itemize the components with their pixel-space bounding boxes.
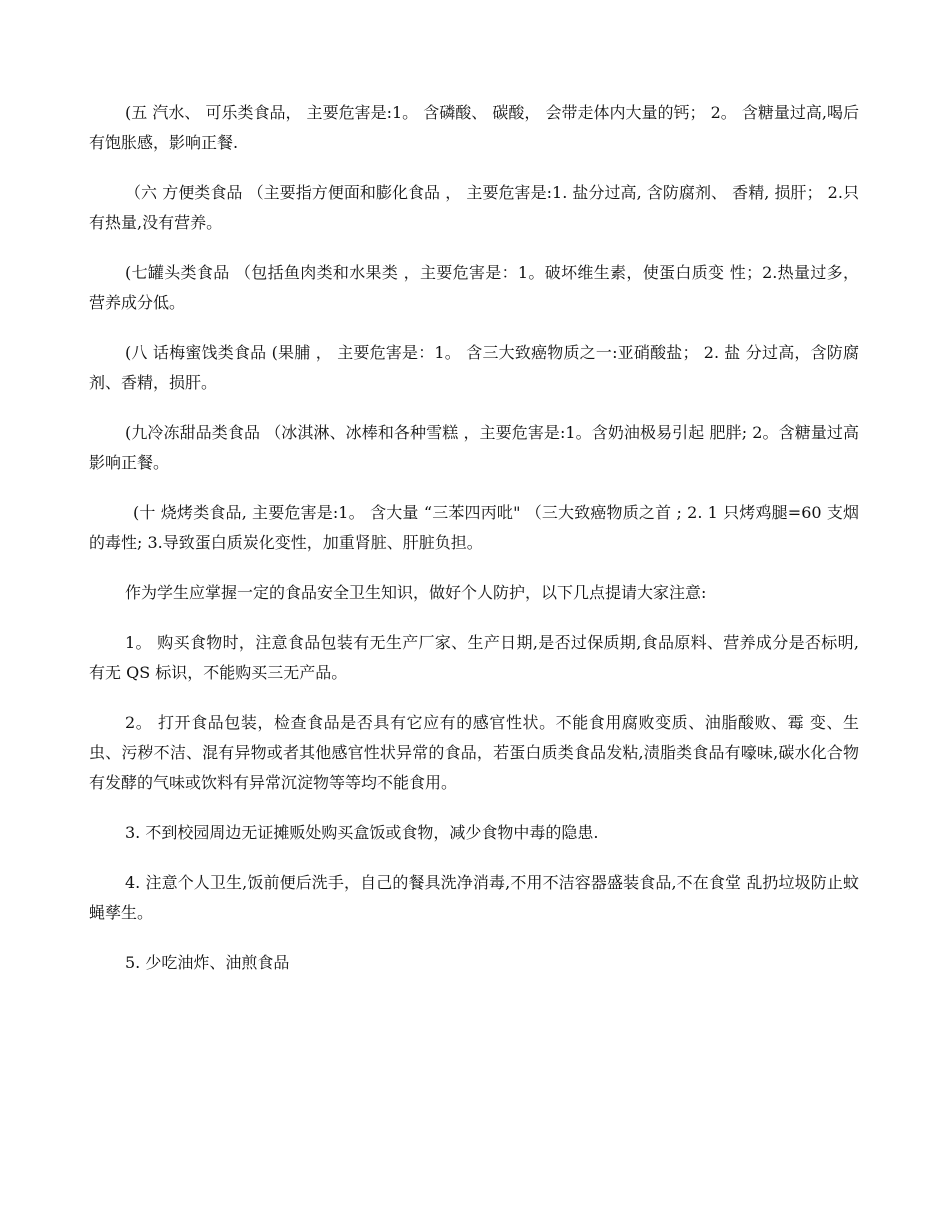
paragraph-advice-4: 4. 注意个人卫生,饭前便后洗手，自己的餐具洗净消毒,不用不洁容器盛装食品,不在食堂 乱扔垃圾防止蚊蝇孳生。 (89, 873, 859, 922)
paragraph-advice-5: 5. 少吃油炸、油煎食品 (125, 953, 290, 972)
paragraph-student-advice-intro: 作为学生应掌握一定的食品安全卫生知识，做好个人防护，以下几点提请大家注意: (125, 583, 707, 602)
paragraph-advice-1: 1。 购买食物时，注意食品包装有无生产厂家、生产日期,是否过保质期,食品原料、营养成分是否标明,有无 QS 标识，不能购买三无产品。 (89, 633, 859, 682)
paragraph-canned-foods: (七罐头类食品 （包括鱼肉类和水果类 ，主要危害是：1。破坏维生素，使蛋白质变 性；2.热量过多，营养成分低。 (89, 263, 859, 312)
paragraph-soda-drinks: (五 汽水、 可乐类食品， 主要危害是:1。 含磷酸、 碳酸， 会带走体内大量的钙； 2。 含糖量过高,喝后有饱胀感，影响正餐. (89, 103, 859, 152)
document-body (89, 98, 859, 998)
paragraph-preserved-fruits: (八 话梅蜜饯类食品 (果脯 ， 主要危害是：1。 含三大致癌物质之一:亚硝酸盐； 2. 盐 分过高，含防腐剂、香精，损肝。 (89, 343, 859, 392)
paragraph-instant-foods: （六 方便类食品 （主要指方便面和膨化食品 ， 主要危害是:1. 盐分过高, 含防腐剂、 香精, 损肝； 2.只有热量,没有营养。 (89, 183, 859, 232)
paragraph-advice-3: 3. 不到校园周边无证摊贩处购买盒饭或食物，减少食物中毒的隐患. (125, 823, 599, 842)
paragraph-frozen-desserts: (九冷冻甜品类食品 （冰淇淋、冰棒和各种雪糕 ，主要危害是:1。含奶油极易引起 肥胖; 2。含糖量过高影响正餐。 (89, 423, 859, 472)
paragraph-barbecue-foods: (十 烧烤类食品, 主要危害是:1。 含大量 “三苯四丙吡" （三大致癌物质之首 ; 2. 1 只烤鸡腿=60 支烟的毒性; 3.导致蛋白质炭化变性，加重肾脏、肝脏负担。 (89, 503, 859, 552)
paragraph-advice-2: 2。 打开食品包装，检查食品是否具有它应有的感官性状。不能食用腐败变质、油脂酸败、霉 变、生虫、污秽不洁、混有异物或者其他感官性状异常的食品，若蛋白质类食品发粘,渍脂类食品有嚎味,碳水化合物有发酵的气味或饮料有异常沉淀物等等均不能食用。 (89, 713, 859, 792)
